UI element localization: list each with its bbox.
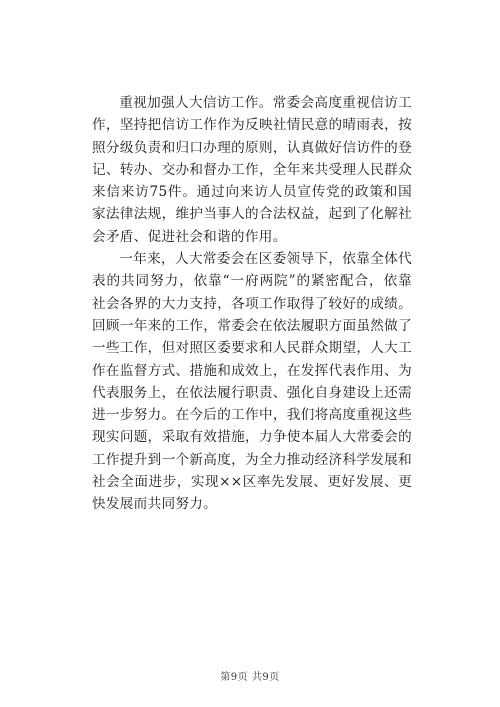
paragraph-annual-summary: 一年来，人大常委会在区委领导下，依靠全体代表的共同努力，依靠“一府两院”的紧密配合，依靠社会各界的大力支持，各项工作取得了较好的成绩。回顾一年来的工作，常委会在依法履职方面虽然做了一些工作，但对照区委要求和人民群众期望，人大工作在监督方式、措施和成效上，在发挥代表作用、为代表服务上，在依法履行职责、强化自身建设上还需进一步努力。在今后的工作中，我们将高度重视这些现实问题，采取有效措施，力争使本届人大常委会的工作提升到一个新高度，为全力推动经济科学发展和社会全面进步，实现××区率先发展、更好发展、更快发展而共同努力。 — [92, 251, 412, 513]
paragraph-petition-work: 重视加强人大信访工作。常委会高度重视信访工作，坚持把信访工作作为反映社情民意的晴雨表，按照分级负责和归口办理的原则，认真做好信访件的登记、转办、交办和督办工作，全年来共受理人民群众来信来访75件。通过向来访人员宣传党的政策和国家法律法规，维护当事人的合法权益，起到了化解社会矛盾、促进社会和谐的作用。 — [92, 95, 412, 245]
page-footer: 第9页 共9页 — [220, 672, 280, 683]
document-body — [92, 92, 412, 516]
